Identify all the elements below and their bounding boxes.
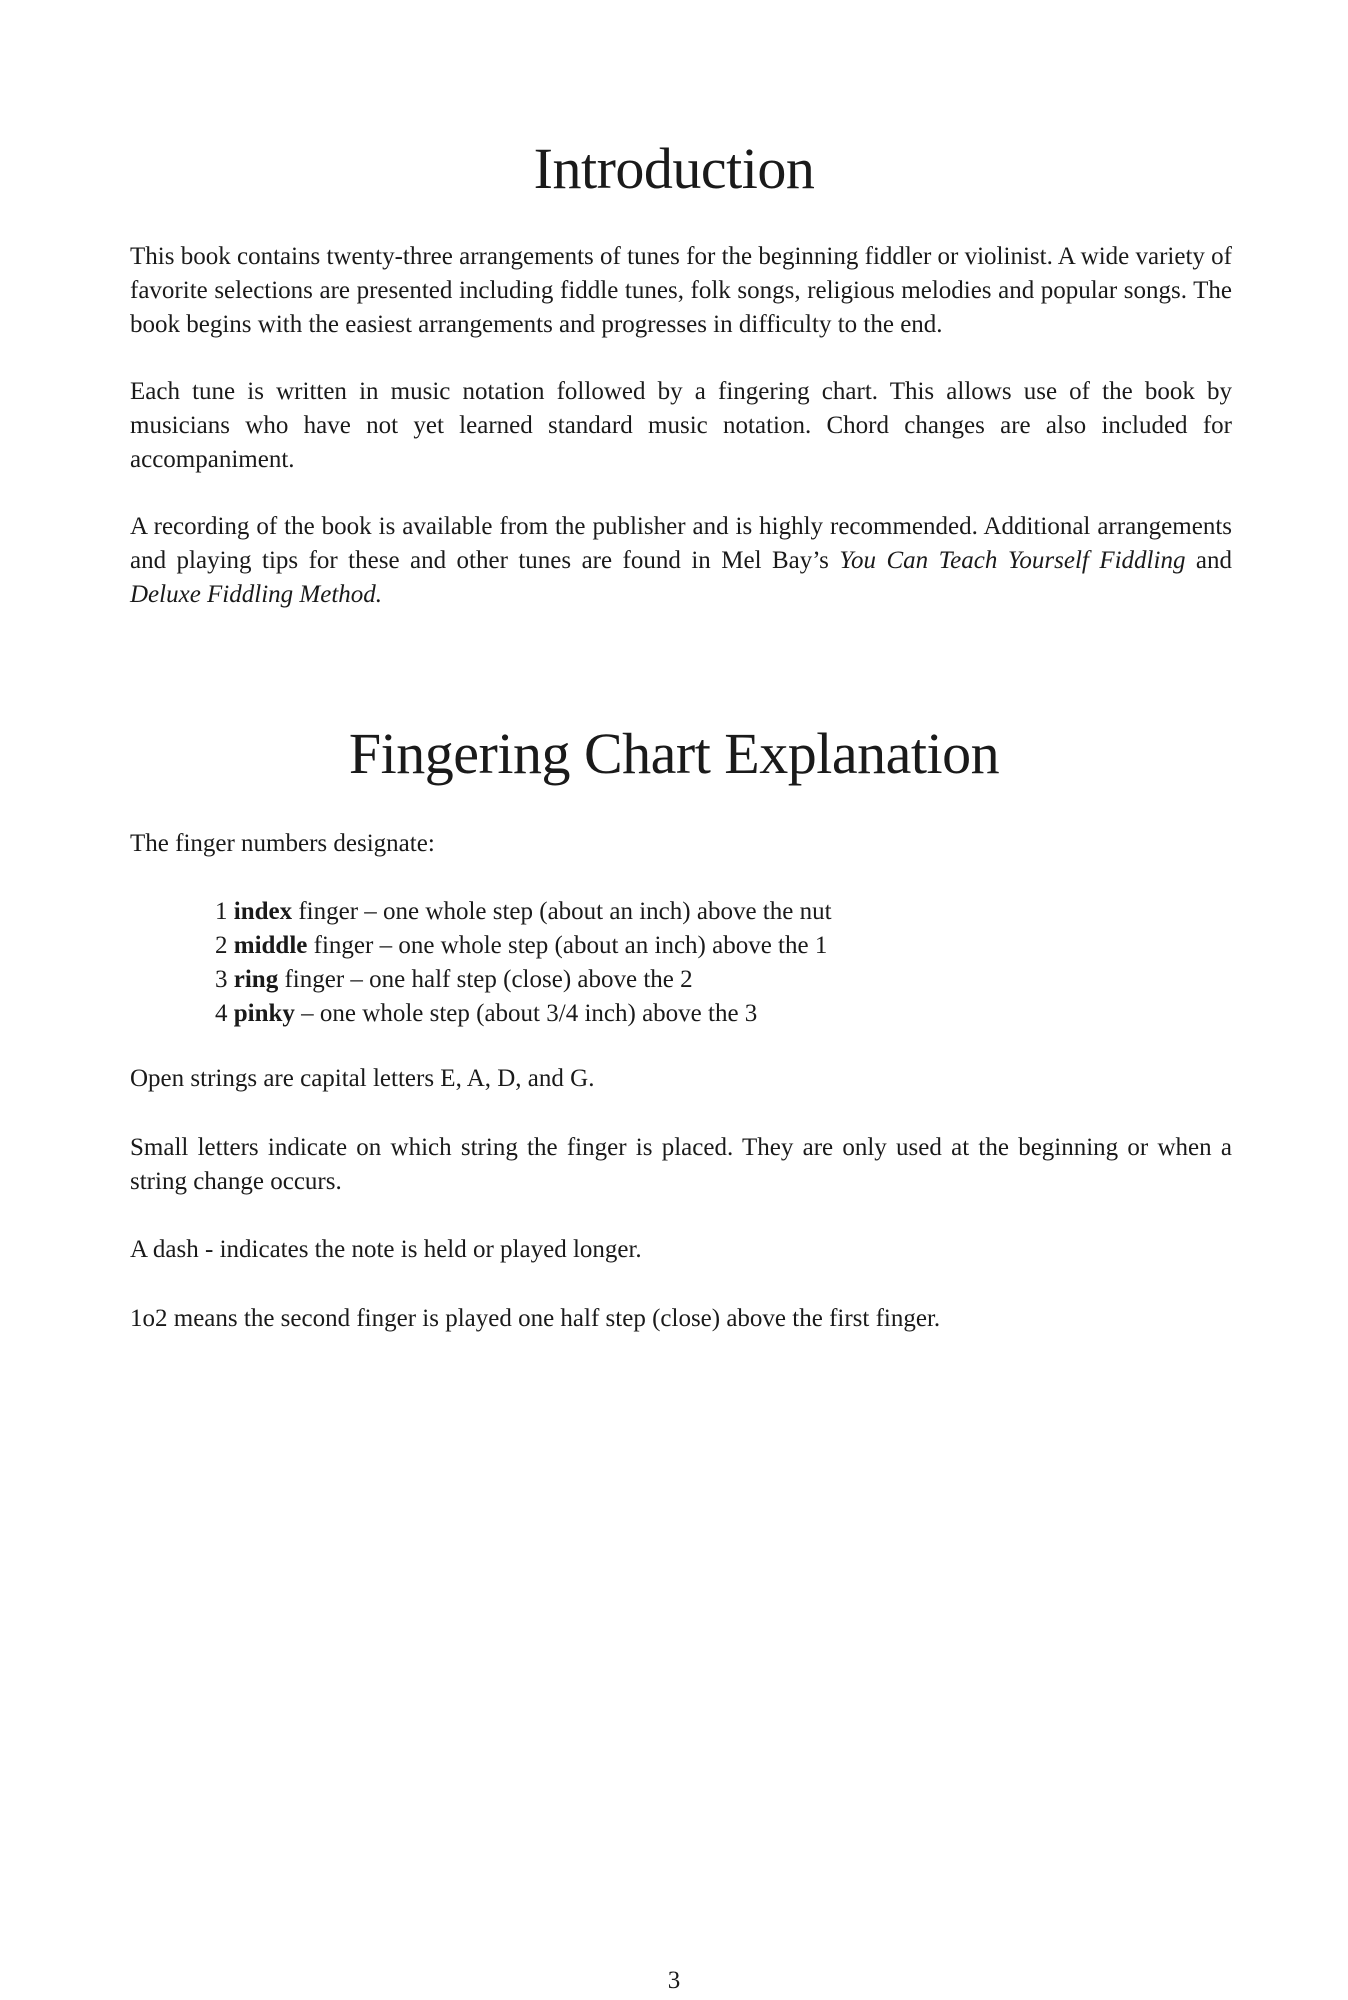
finger-item-pinky bbox=[215, 997, 832, 1031]
finger-name: middle bbox=[233, 932, 308, 959]
finger-description: finger – one whole step (about an inch) above the nut bbox=[292, 898, 832, 925]
intro-paragraph-3-text-before: A recording of the book is available from the publisher and is highly recommended. Additional arrangements and playing tips for these and other tunes are found in Mel Bay’s bbox=[130, 513, 1232, 574]
finger-description: finger – one half step (close) above the 2 bbox=[278, 966, 693, 993]
book-title-deluxe-fiddling-method: Deluxe Fiddling Method. bbox=[130, 581, 383, 608]
intro-paragraph-2: Each tune is written in music notation followed by a fingering chart. This allows use of the book by musicians who have not yet learned standard music notation. Chord changes are also included for accompaniment. bbox=[130, 378, 1232, 473]
finger-numbers-intro: The finger numbers designate: bbox=[130, 830, 435, 857]
finger-name: ring bbox=[233, 966, 279, 993]
finger-description: finger – one whole step (about an inch) above the 1 bbox=[307, 932, 828, 959]
fingering-chart-heading: Fingering Chart Explanation bbox=[348, 721, 1000, 786]
small-letters-note: Small letters indicate on which string the finger is placed. They are only used at the beginning or when a string change occurs. bbox=[130, 1134, 1232, 1195]
intro-paragraph-3 bbox=[130, 510, 1232, 612]
finger-item-index bbox=[215, 895, 832, 929]
finger-name: index bbox=[233, 898, 293, 925]
finger-description: – one whole step (about 3/4 inch) above the 3 bbox=[294, 1000, 758, 1027]
dash-note: A dash - indicates the note is held or played longer. bbox=[130, 1236, 642, 1263]
finger-number: 2 bbox=[215, 932, 228, 959]
finger-item-middle bbox=[215, 929, 832, 963]
finger-number: 1 bbox=[215, 898, 228, 925]
introduction-heading: Introduction bbox=[533, 136, 815, 201]
half-step-note: 1o2 means the second finger is played one half step (close) above the first finger. bbox=[130, 1305, 941, 1332]
finger-name: pinky bbox=[233, 1000, 295, 1027]
finger-number: 3 bbox=[215, 966, 228, 993]
finger-item-ring bbox=[215, 963, 832, 997]
book-title-you-can-teach-yourself-fiddling: You Can Teach Yourself Fiddling bbox=[839, 547, 1186, 574]
page-number: 3 bbox=[667, 1967, 681, 1994]
intro-paragraph-1: This book contains twenty-three arrangements of tunes for the beginning fiddler or violinist. A wide variety of favorite selections are presented including fiddle tunes, folk songs, religious melodies and popular songs. The book begins with the easiest arrangements and progresses in difficulty to the end. bbox=[130, 243, 1232, 338]
finger-number-list bbox=[215, 895, 832, 1031]
finger-number: 4 bbox=[215, 1000, 228, 1027]
intro-paragraph-3-text-middle: and bbox=[1185, 547, 1233, 574]
open-strings-note: Open strings are capital letters E, A, D, and G. bbox=[130, 1065, 595, 1092]
